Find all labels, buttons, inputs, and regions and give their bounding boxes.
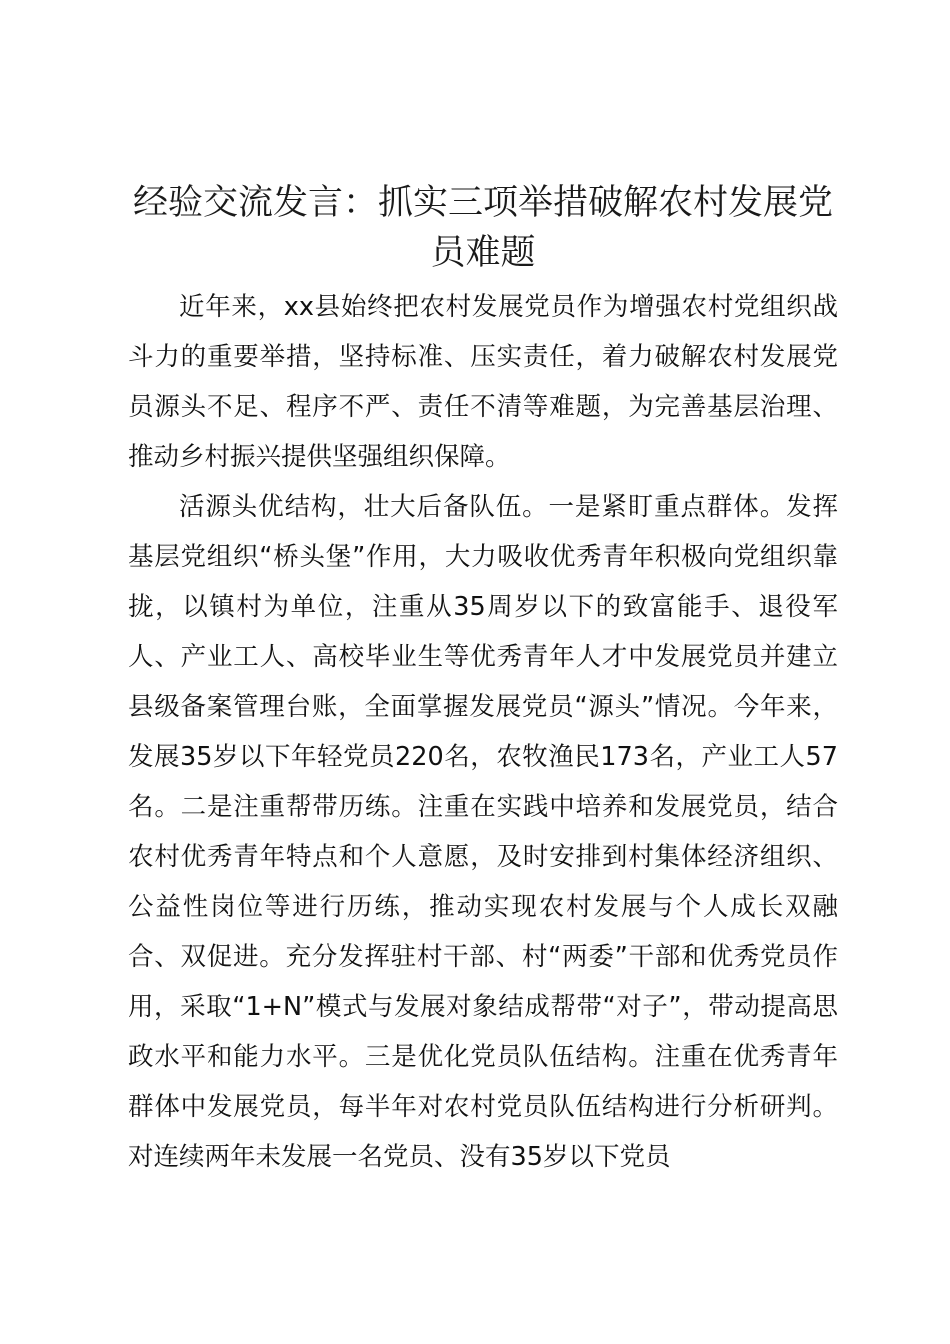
paragraph-intro: 近年来，xx县始终把农村发展党员作为增强农村党组织战斗力的重要举措，坚持标准、压实责任，着力破解农村发展党员源头不足、程序不严、责任不清等难题，为完善基层治理、推动乡村振兴提供坚强组织保障。 [128,292,838,472]
document-title: 经验交流发言：抓实三项举措破解农村发展党员难题 [132,183,833,273]
document-page [128,178,838,1182]
paragraph-body: 活源头优结构，壮大后备队伍。一是紧盯重点群体。发挥基层党组织“桥头堡”作用，大力吸收优秀青年积极向党组织靠拢，以镇村为单位，注重从35周岁以下的致富能手、退役军人、产业工人、高校毕业生等优秀青年人才中发展党员并建立县级备案管理台账，全面掌握发展党员“源头”情况。今年来，发展35岁以下年轻党员220名，农牧渔民173名，产业工人57名。二是注重帮带历练。注重在实践中培养和发展党员，结合农村优秀青年特点和个人意愿，及时安排到村集体经济组织、公益性岗位等进行历练，推动实现农村发展与个人成长双融合、双促进。充分发挥驻村干部、村“两委”干部和优秀党员作用，采取“1+N”模式与发展对象结成帮带“对子”，带动提高思政水平和能力水平。三是优化党员队伍结构。注重在优秀青年群体中发展党员，每半年对农村党员队伍结构进行分析研判。对连续两年未发展一名党员、没有35岁以下党员 [128,492,838,1172]
